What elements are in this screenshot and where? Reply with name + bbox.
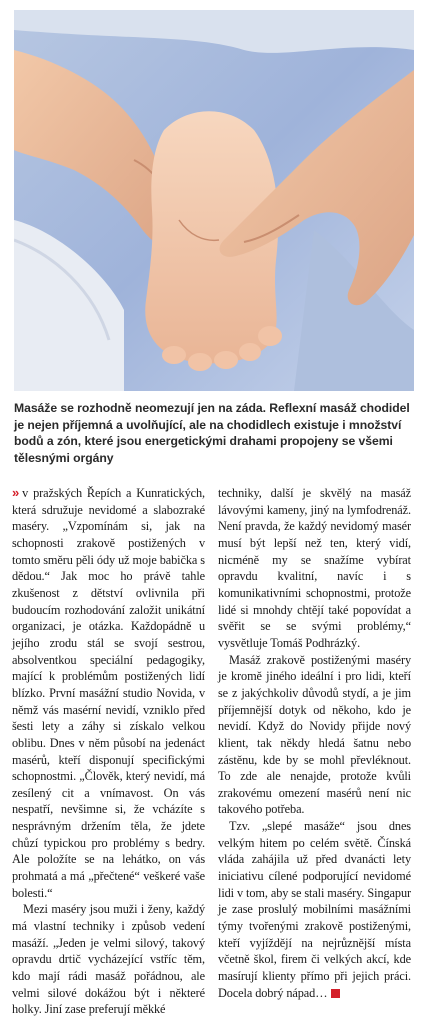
article-paragraph: Mezi maséry jsou muži i ženy, každý má vlastní techniky i způsob vedení masáží. „Jeden je velmi silový, takový opravdu drtič vycházející vstříc těm, kdo mají rádi masáž pořádnou, ale velmi silové dokážou být i některé holky. Jiní zase preferují měkké [12,902,205,1017]
article-paragraph: Masáž zrakově postiženými maséry je kromě jiného ideální i pro lidi, kteří se z jakýchkoliv důvodů stydí, a je jim příjemnější dotyk od někoho, kdo je nevidí. Když do Novidy přijde nový klient, tak někdy hledá šatnu nebo zástěnu, kde by se mohl převléknout. To zde ale nenajde, protože kvůli zrakovému omezení masérů není nic takového potřeba. [218,652,411,817]
quote-mark-icon: » [12,485,20,500]
article-paragraph: techniky, další je skvělý na masáž lávovými kameny, jiný na lymfodrenáž. Není pravda, že každý nevidomý masér musí být lepší než ten, který vidí, nicméně my se snažíme vybírat opravdu kvalitní, navíc i s komunikativními schopnostmi, protože lidé si mnohdy chtějí také popovídat a svěřit se se svými problémy,“ vysvětluje Tomáš Podhrázký. [218,486,411,650]
article-column-right [218,485,411,1001]
foot-massage-photo [14,10,414,391]
paragraph-text: Tzv. „slepé masáže“ jsou dnes velkým hitem po celém světě. Čínská vláda zahájila už před dvanácti lety iniciativu cílené podporující nevidomé lidi v tom, aby se stali maséry. Singapur je zase proslulý mobilními masážními týmy tvořenými zrakově postiženými, kteří vyjíždějí na nejrůznější místa včetně škol, firem či velkých akcí, kde masírují klienty přímo při jejich práci. Docela dobrý nápad… [218,819,411,1000]
foot-massage-illustration [14,10,414,391]
photo-caption: Masáže se rozhodně neomezují jen na záda. Reflexní masáž chodidel je nejen příjemná a uvolňující, ale na chodidlech existuje i množství bodů a zón, které jsou energetickými drahami propojeny se všemi tělesnými orgány [14,401,410,465]
paragraph-text: v pražských Řepích a Kunratických, která sdružuje nevidomé a slabozraké maséry. „Vzpomínám si, jak na schopnosti zrakově postižených v tomto směru pěli ódy už moje babička s dědou.“ Jak moc ho právě tahle zkušenost z dětství ovlivnila při budoucím rozhodování založit unikátní organizaci, je otázka. Každopádně u jejího zrodu stál se svojí sestrou, absolventkou speciální pedagogiky, mající k problémům postižených lidí blízko. První masážní studio Novida, v němž vás masérní nevidí, vzniklo před šesti lety a záhy si získalo velkou oblibu. Dnes v něm působí na jedenáct masérů, kteří disponují specifickými schopnostmi. „Člověk, který nevidí, má zesílený cit a vnímavost. On vás nespatří, nevšimne si, že vcházíte s nesprávným držením těla, že jdete chůzí typickou pro problémy s bedry. Ale položíte se na lehátko, on vás prohmatá a má „přečtené“ veškeré vaše bolesti.“ [12,486,205,900]
end-of-article-icon [331,989,340,998]
article-paragraph [218,818,411,1001]
article-paragraph [12,485,205,901]
article-column-left [12,485,205,1018]
